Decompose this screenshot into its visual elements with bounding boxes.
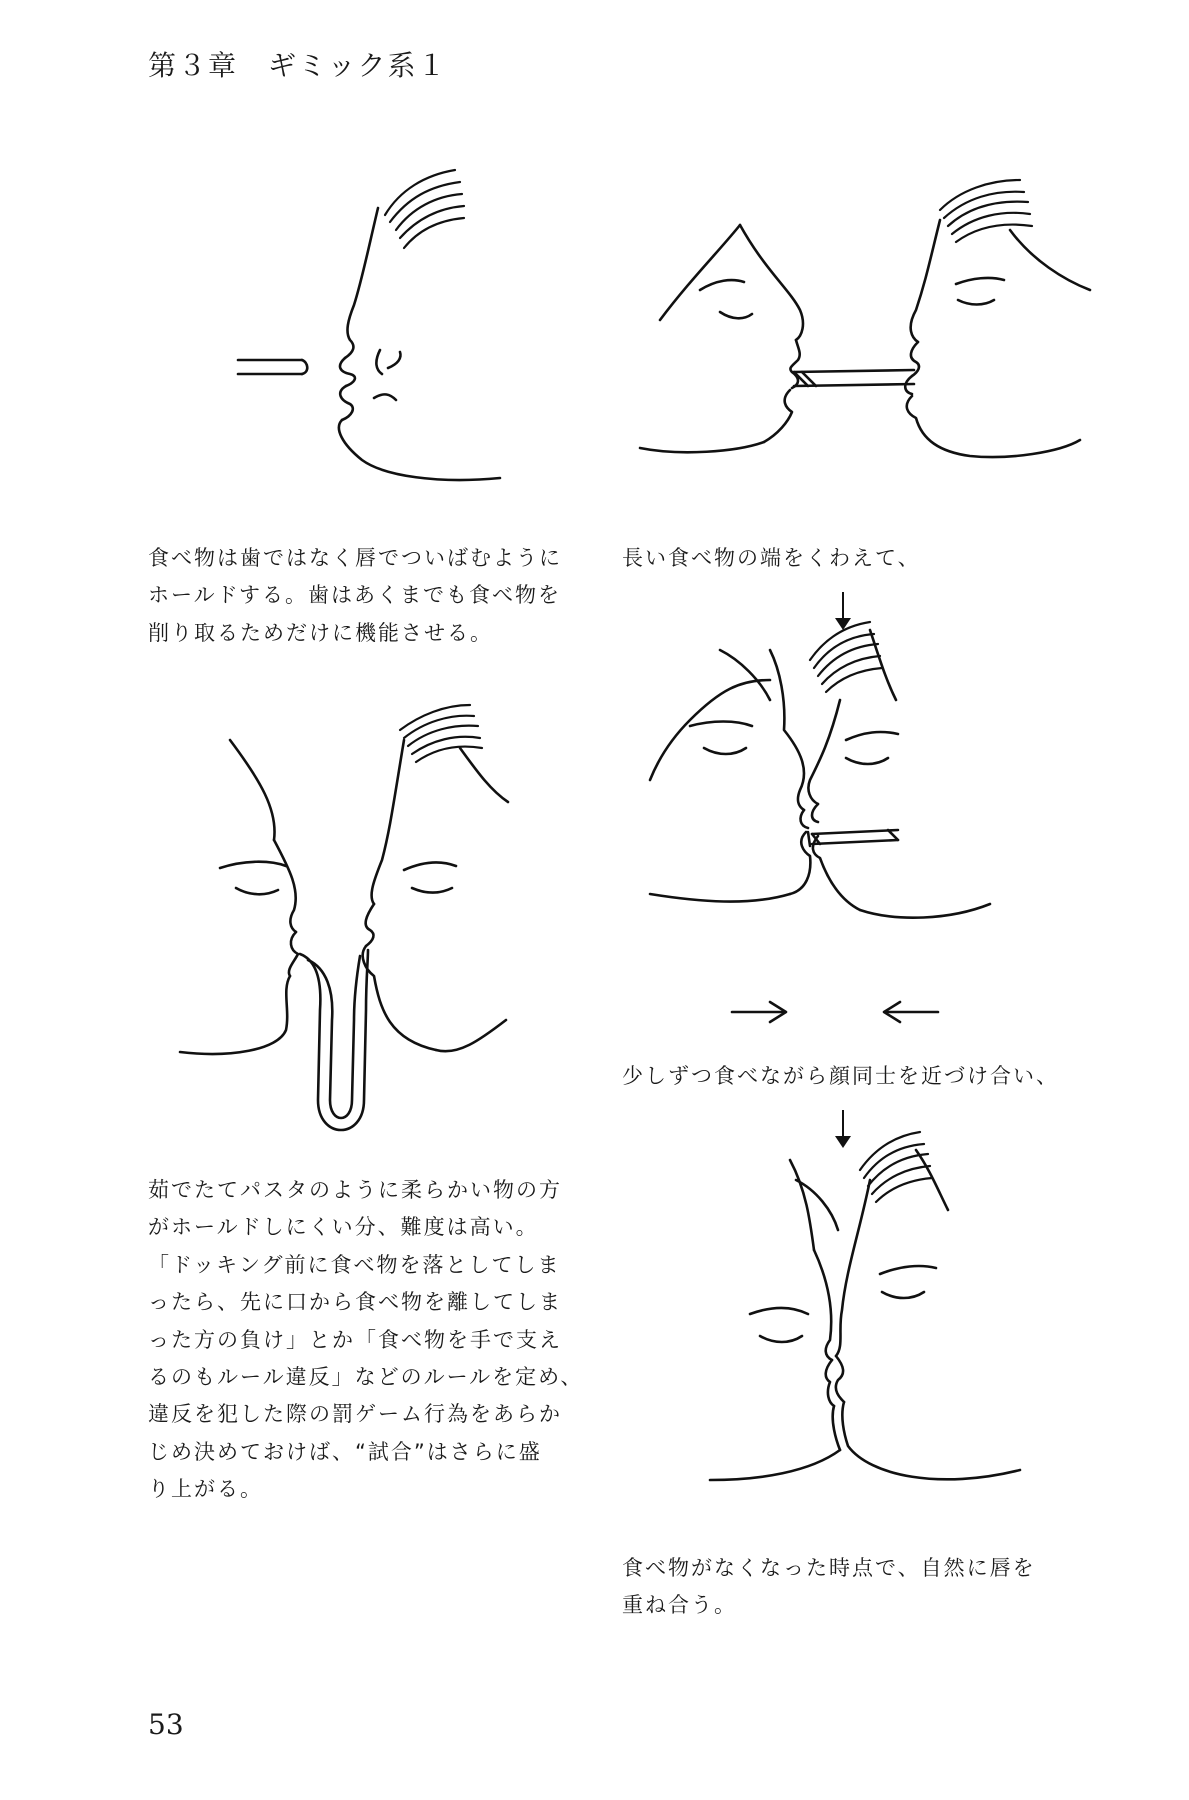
caption-line: ホールドする。歯はあくまでも食べ物を [148, 583, 561, 608]
caption-line: るのもルール違反」などのルールを定め、 [148, 1364, 584, 1389]
caption-pasta [148, 1172, 583, 1508]
arrow-right-icon [730, 1000, 790, 1024]
illustration-kiss [720, 1150, 1040, 1550]
caption-line: じめ決めておけば、“試合”はさらに盛 [148, 1439, 542, 1464]
caption-line: 違反を犯した際の罰ゲーム行為をあらか [148, 1402, 562, 1427]
caption-line: 少しずつ食べながら顔同士を近づけ合い、 [622, 1064, 1059, 1088]
caption-line: 削り取るためだけに機能させる。 [148, 620, 493, 645]
caption-line: 重ね合う。 [622, 1593, 737, 1618]
caption-step-3 [622, 1550, 1036, 1625]
caption-step-2 [622, 1058, 1059, 1095]
illustration-long-food [640, 190, 1110, 530]
arrow-down-icon [842, 592, 844, 628]
caption-line: 「ドッキング前に食べ物を落としてしま [148, 1252, 561, 1277]
caption-line: 食べ物がなくなった時点で、自然に唇を [622, 1556, 1036, 1580]
caption-line: 茹でたてパスタのように柔らかい物の方 [148, 1178, 562, 1202]
chapter-title: 第３章 ギミック系１ [148, 49, 448, 82]
arrow-left-icon [880, 1000, 940, 1024]
illustration-approach [660, 640, 1040, 1040]
illustration-lip-hold [250, 160, 610, 540]
caption-lip-hold [148, 540, 562, 652]
caption-step-1 [622, 540, 921, 577]
arrow-down-icon [842, 1110, 844, 1146]
caption-line: がホールドしにくい分、難度は高い。 [148, 1215, 539, 1240]
caption-line: った方の負け」とか「食べ物を手で支え [148, 1327, 562, 1352]
caption-line: り上がる。 [148, 1477, 263, 1501]
caption-line: 長い食べ物の端をくわえて、 [622, 546, 921, 570]
caption-line: 食べ物は歯ではなく唇でついばむように [148, 546, 562, 570]
illustration-pasta [190, 720, 590, 1150]
page-number: 53 [148, 1708, 184, 1741]
caption-line: ったら、先に口から食べ物を離してしま [148, 1290, 562, 1315]
